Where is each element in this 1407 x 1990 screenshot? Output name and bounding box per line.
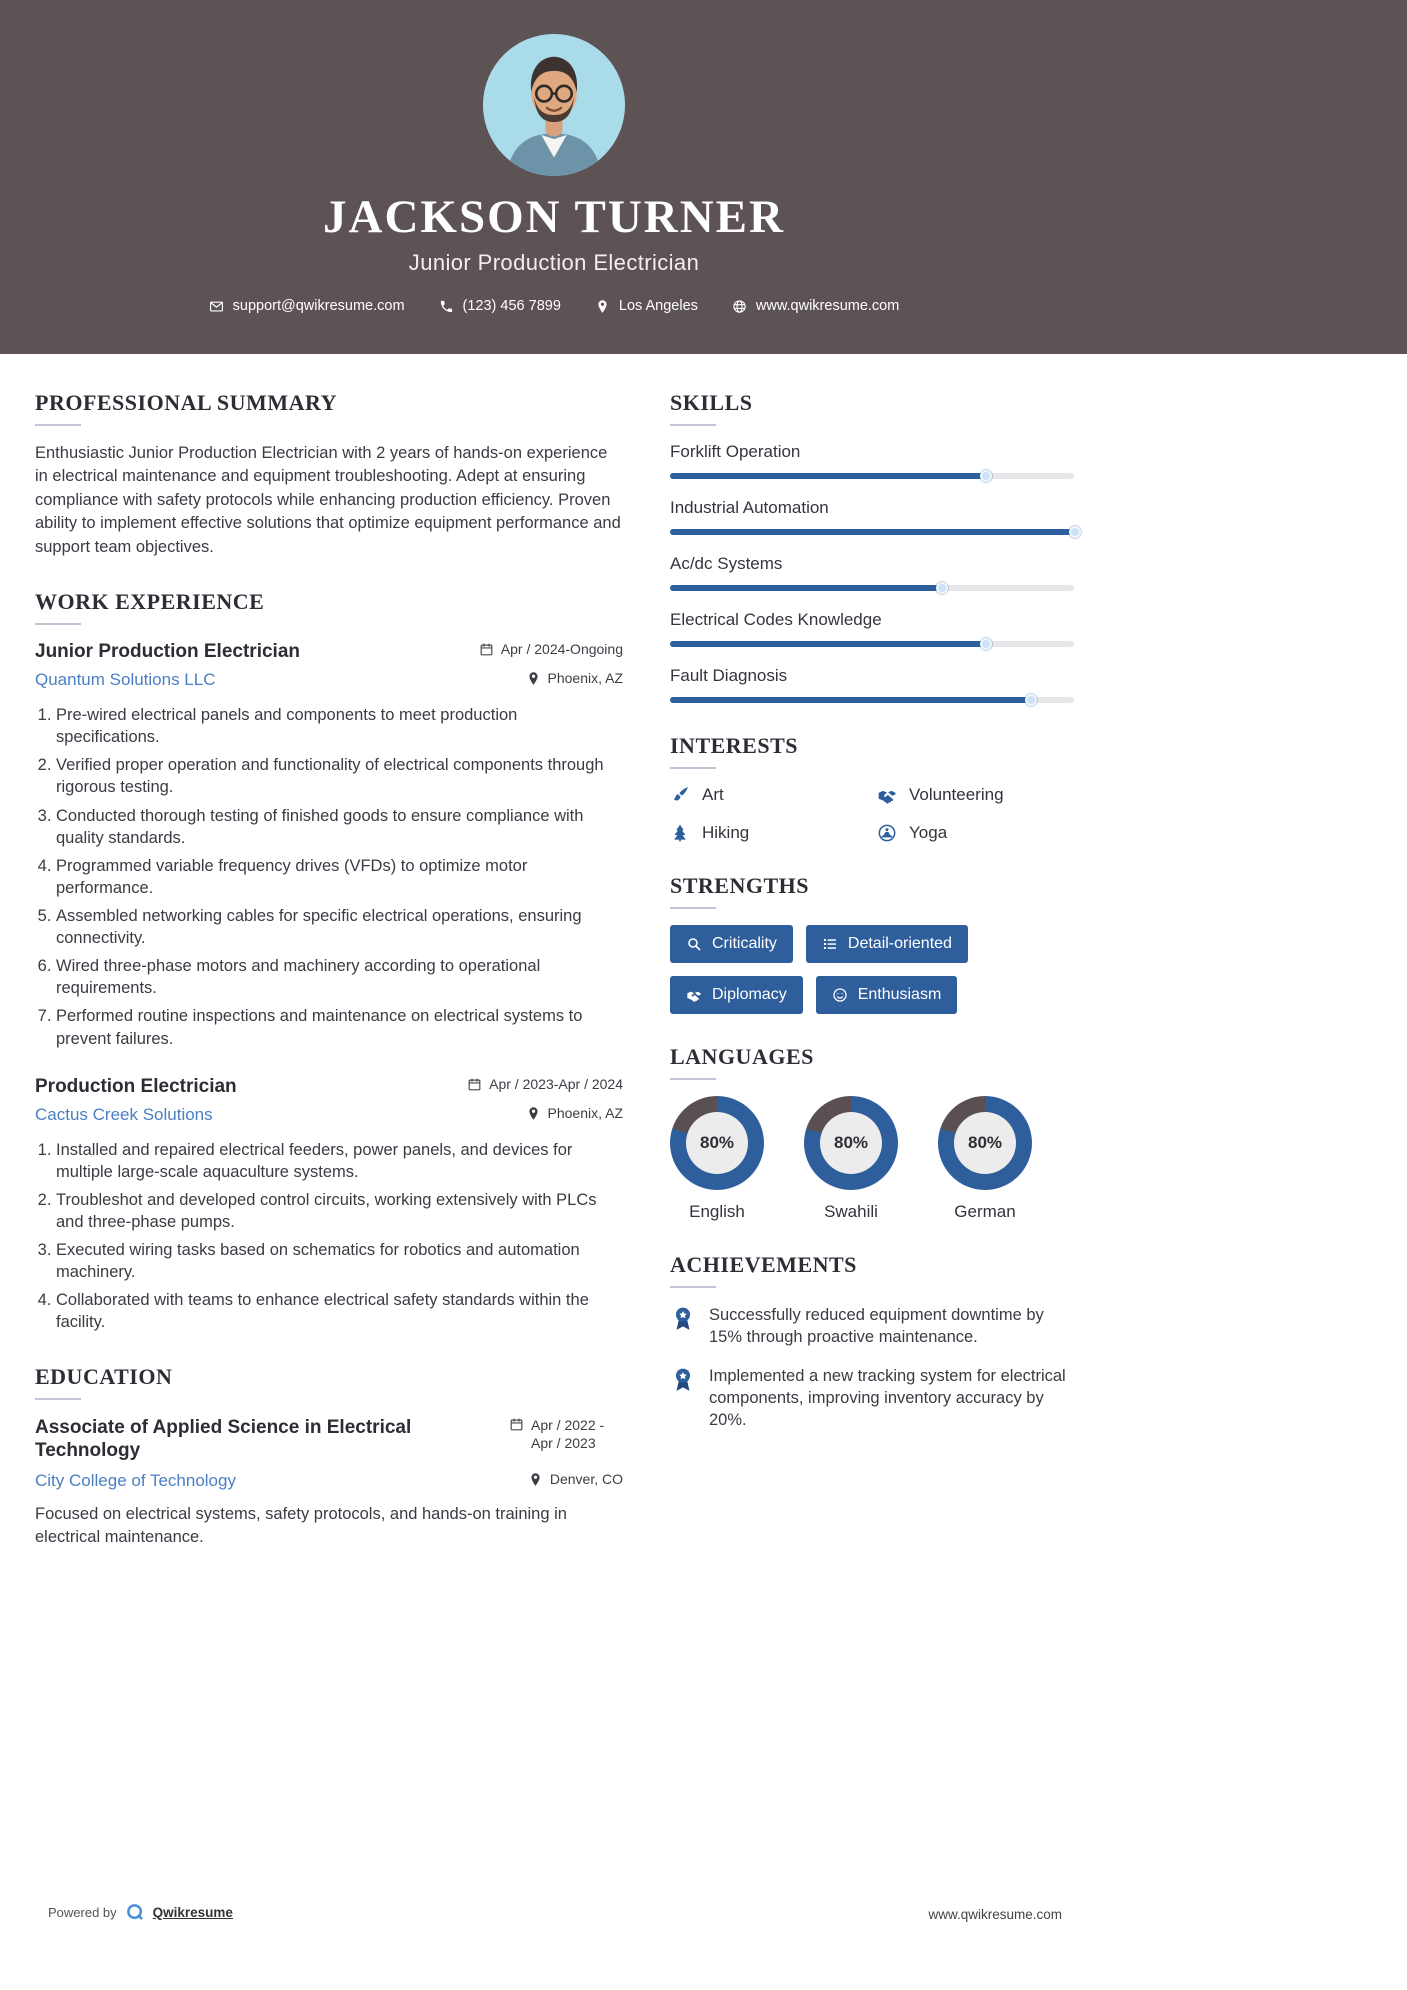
award-icon: [670, 1306, 696, 1332]
left-column: [35, 390, 623, 1580]
skill-item: [670, 498, 1074, 535]
skills-heading: SKILLS: [670, 390, 753, 415]
contact-website: [732, 298, 899, 314]
heading-rule: [670, 424, 716, 426]
strength-badge: [806, 925, 968, 963]
job-location-text: Phoenix, AZ: [547, 670, 623, 687]
skills-section: [670, 390, 1074, 703]
strength-badge: [816, 976, 958, 1014]
map-pin-icon: [595, 299, 610, 314]
heading-rule: [670, 767, 716, 769]
job-bullet: 4. Collaborated with teams to enhance electrical safety standards within the facility.: [56, 1289, 623, 1333]
job-bullet: 1. Installed and repaired electrical feeders, power panels, and devices for multiple large-scale aquaculture systems.: [56, 1139, 623, 1183]
strengths-heading: STRENGTHS: [670, 873, 809, 898]
summary-section: [35, 390, 623, 559]
company-link[interactable]: Quantum Solutions LLC: [35, 670, 216, 690]
handshake-icon: [877, 785, 897, 805]
experience-section: [35, 589, 623, 1333]
contact-row: [209, 298, 900, 314]
pine-tree-icon: [670, 823, 690, 843]
job-bullet: 2. Verified proper operation and functionality of electrical components through rigorous testing.: [56, 754, 623, 798]
languages-section: [670, 1044, 1074, 1222]
experience-heading: WORK EXPERIENCE: [35, 589, 265, 615]
skill-item: [670, 442, 1074, 479]
interest-item: [877, 785, 1074, 805]
achievement-item: [670, 1365, 1074, 1432]
education-description: Focused on electrical systems, safety protocols, and hands-on training in electrical maintenance.: [35, 1505, 567, 1547]
strength-label: Criticality: [712, 935, 777, 952]
skill-label: Electrical Codes Knowledge: [670, 610, 882, 629]
interest-label: Art: [702, 785, 724, 804]
contact-email: [209, 298, 405, 314]
job-title: Production Electrician: [35, 1075, 237, 1097]
award-icon: [670, 1367, 696, 1393]
envelope-icon: [209, 299, 224, 314]
contact-phone-text: (123) 456 7899: [462, 298, 561, 314]
contact-phone: [439, 298, 561, 314]
map-pin-icon: [526, 671, 541, 686]
list-icon: [822, 936, 838, 952]
achievements-section: [670, 1252, 1074, 1431]
powered-by-label: Powered by: [48, 1904, 117, 1920]
strength-badge: [670, 925, 793, 963]
contact-email-text: support@qwikresume.com: [232, 298, 405, 314]
heading-rule: [670, 907, 716, 909]
paintbrush-icon: [670, 785, 690, 805]
heading-rule: [35, 1398, 81, 1400]
job-dates-text: Apr / 2023-Apr / 2024: [489, 1075, 623, 1092]
job-bullet: 4. Programmed variable frequency drives (VFDs) to optimize motor performance.: [56, 855, 623, 899]
job-title: Junior Production Electrician: [35, 641, 300, 663]
interest-label: Yoga: [909, 823, 948, 842]
skill-item: [670, 554, 1074, 591]
map-pin-icon: [528, 1472, 543, 1487]
summary-text: Enthusiastic Junior Production Electrician with 2 years of hands-on experience in electrical maintenance and equipment troubleshooting. Adept at ensuring compliance with safety protocols while enhancing production efficiency. Proven ability to implement effective solutions that optimize equipment performance and support team objectives.: [35, 444, 621, 556]
skill-knob: [1069, 526, 1081, 538]
job-dates-text: Apr / 2024-Ongoing: [500, 641, 623, 658]
heading-rule: [35, 424, 81, 426]
avatar: [483, 34, 625, 176]
language-name: Swahili: [824, 1202, 878, 1221]
language-donut: [804, 1096, 898, 1190]
skill-label: Industrial Automation: [670, 498, 829, 517]
skill-knob: [1025, 694, 1037, 706]
skill-bar: [670, 585, 1074, 591]
phone-icon: [439, 299, 454, 314]
strength-label: Diplomacy: [712, 986, 787, 1003]
heading-rule: [670, 1078, 716, 1080]
degree-title: Associate of Applied Science in Electrical Technology: [35, 1416, 412, 1462]
languages-heading: LANGUAGES: [670, 1044, 814, 1069]
skill-bar: [670, 697, 1074, 703]
job-bullet: 7. Performed routine inspections and maintenance on electrical systems to prevent failures.: [56, 1005, 623, 1049]
qwikresume-logo-icon: [125, 1902, 145, 1922]
skill-label: Ac/dc Systems: [670, 554, 783, 573]
education-dates: [509, 1416, 623, 1452]
footer-website[interactable]: www.qwikresume.com: [928, 1907, 1062, 1922]
resume-body: [0, 354, 1407, 1580]
interest-item: [877, 823, 1074, 843]
job-bullet: 2. Troubleshot and developed control circuits, working extensively with PLCs and three-phase pumps.: [56, 1189, 623, 1233]
avatar-illustration: [483, 34, 625, 176]
language-item: [804, 1096, 898, 1222]
footer-branding: [48, 1902, 233, 1922]
interests-section: [670, 733, 1074, 843]
handshake-icon: [686, 987, 702, 1003]
job-bullet-list: [35, 1139, 623, 1334]
company-link[interactable]: Cactus Creek Solutions: [35, 1104, 213, 1124]
job-entry: [35, 641, 623, 1050]
smiley-icon: [832, 987, 848, 1003]
language-name: English: [689, 1202, 745, 1221]
contact-location: [595, 298, 698, 314]
skill-knob: [936, 582, 948, 594]
skill-bar: [670, 641, 1074, 647]
education-location-text: Denver, CO: [549, 1471, 623, 1488]
candidate-name: JACKSON TURNER: [323, 191, 785, 243]
job-bullet: 3. Executed wiring tasks based on schematics for robotics and automation machinery.: [56, 1239, 623, 1283]
job-location: [526, 670, 624, 686]
globe-icon: [732, 299, 747, 314]
candidate-title: Junior Production Electrician: [408, 250, 700, 275]
interest-label: Volunteering: [909, 785, 1004, 804]
job-bullet-list: [35, 704, 623, 1050]
heading-rule: [35, 623, 81, 625]
job-bullet: 3. Conducted thorough testing of finished goods to ensure compliance with quality standards.: [56, 805, 623, 849]
language-name: German: [954, 1202, 1016, 1221]
achievement-text: Implemented a new tracking system for electrical components, improving inventory accuracy by 20%.: [709, 1366, 1066, 1430]
contact-location-text: Los Angeles: [618, 298, 698, 314]
skill-bar: [670, 473, 1074, 479]
language-percent: 80%: [967, 1133, 1003, 1152]
language-item: [938, 1096, 1032, 1222]
job-location: [526, 1105, 624, 1121]
resume-header: [0, 0, 1407, 354]
contact-website-text[interactable]: www.qwikresume.com: [755, 298, 900, 314]
map-pin-icon: [526, 1106, 541, 1121]
interest-item: [670, 785, 867, 805]
skill-bar: [670, 529, 1074, 535]
strength-badge: [670, 976, 803, 1014]
skill-knob: [980, 470, 992, 482]
job-bullet: 6. Wired three-phase motors and machinery according to operational requirements.: [56, 955, 623, 999]
language-percent: 80%: [833, 1133, 869, 1152]
job-bullet: 5. Assembled networking cables for specific electrical operations, ensuring connectivity.: [56, 905, 623, 949]
skill-label: Fault Diagnosis: [670, 666, 788, 685]
skill-item: [670, 666, 1074, 703]
job-location-text: Phoenix, AZ: [547, 1104, 623, 1121]
achievement-text: Successfully reduced equipment downtime by 15% through proactive maintenance.: [709, 1306, 1044, 1347]
interest-item: [670, 823, 867, 843]
language-donut: [670, 1096, 764, 1190]
search-icon: [686, 936, 702, 952]
school-link[interactable]: City College of Technology: [35, 1471, 236, 1491]
job-dates: [479, 641, 623, 657]
job-entry: [35, 1076, 623, 1334]
language-donut: [938, 1096, 1032, 1190]
interests-heading: INTERESTS: [670, 733, 799, 758]
lotus-icon: [877, 823, 897, 843]
right-column: [670, 390, 1074, 1461]
job-dates: [467, 1076, 623, 1092]
education-dates-text: Apr / 2022 - Apr / 2023: [531, 1416, 605, 1451]
education-section: [35, 1364, 623, 1550]
qwikresume-link[interactable]: Qwikresume: [152, 1904, 233, 1920]
interest-label: Hiking: [702, 823, 750, 842]
language-item: [670, 1096, 764, 1222]
strength-label: Detail-oriented: [847, 935, 952, 952]
strengths-section: [670, 873, 1074, 1014]
calendar-icon: [509, 1417, 524, 1432]
calendar-icon: [479, 642, 494, 657]
strength-label: Enthusiasm: [857, 986, 942, 1003]
calendar-icon: [467, 1077, 482, 1092]
achievement-item: [670, 1304, 1074, 1349]
job-bullet: 1. Pre-wired electrical panels and components to meet production specifications.: [56, 704, 623, 748]
skill-knob: [980, 638, 992, 650]
skill-label: Forklift Operation: [670, 442, 801, 461]
language-percent: 80%: [699, 1133, 735, 1152]
achievements-heading: ACHIEVEMENTS: [670, 1252, 857, 1277]
summary-heading: PROFESSIONAL SUMMARY: [35, 390, 337, 415]
education-location: [528, 1471, 623, 1487]
skill-item: [670, 610, 1074, 647]
heading-rule: [670, 1286, 716, 1288]
education-heading: EDUCATION: [35, 1363, 173, 1389]
